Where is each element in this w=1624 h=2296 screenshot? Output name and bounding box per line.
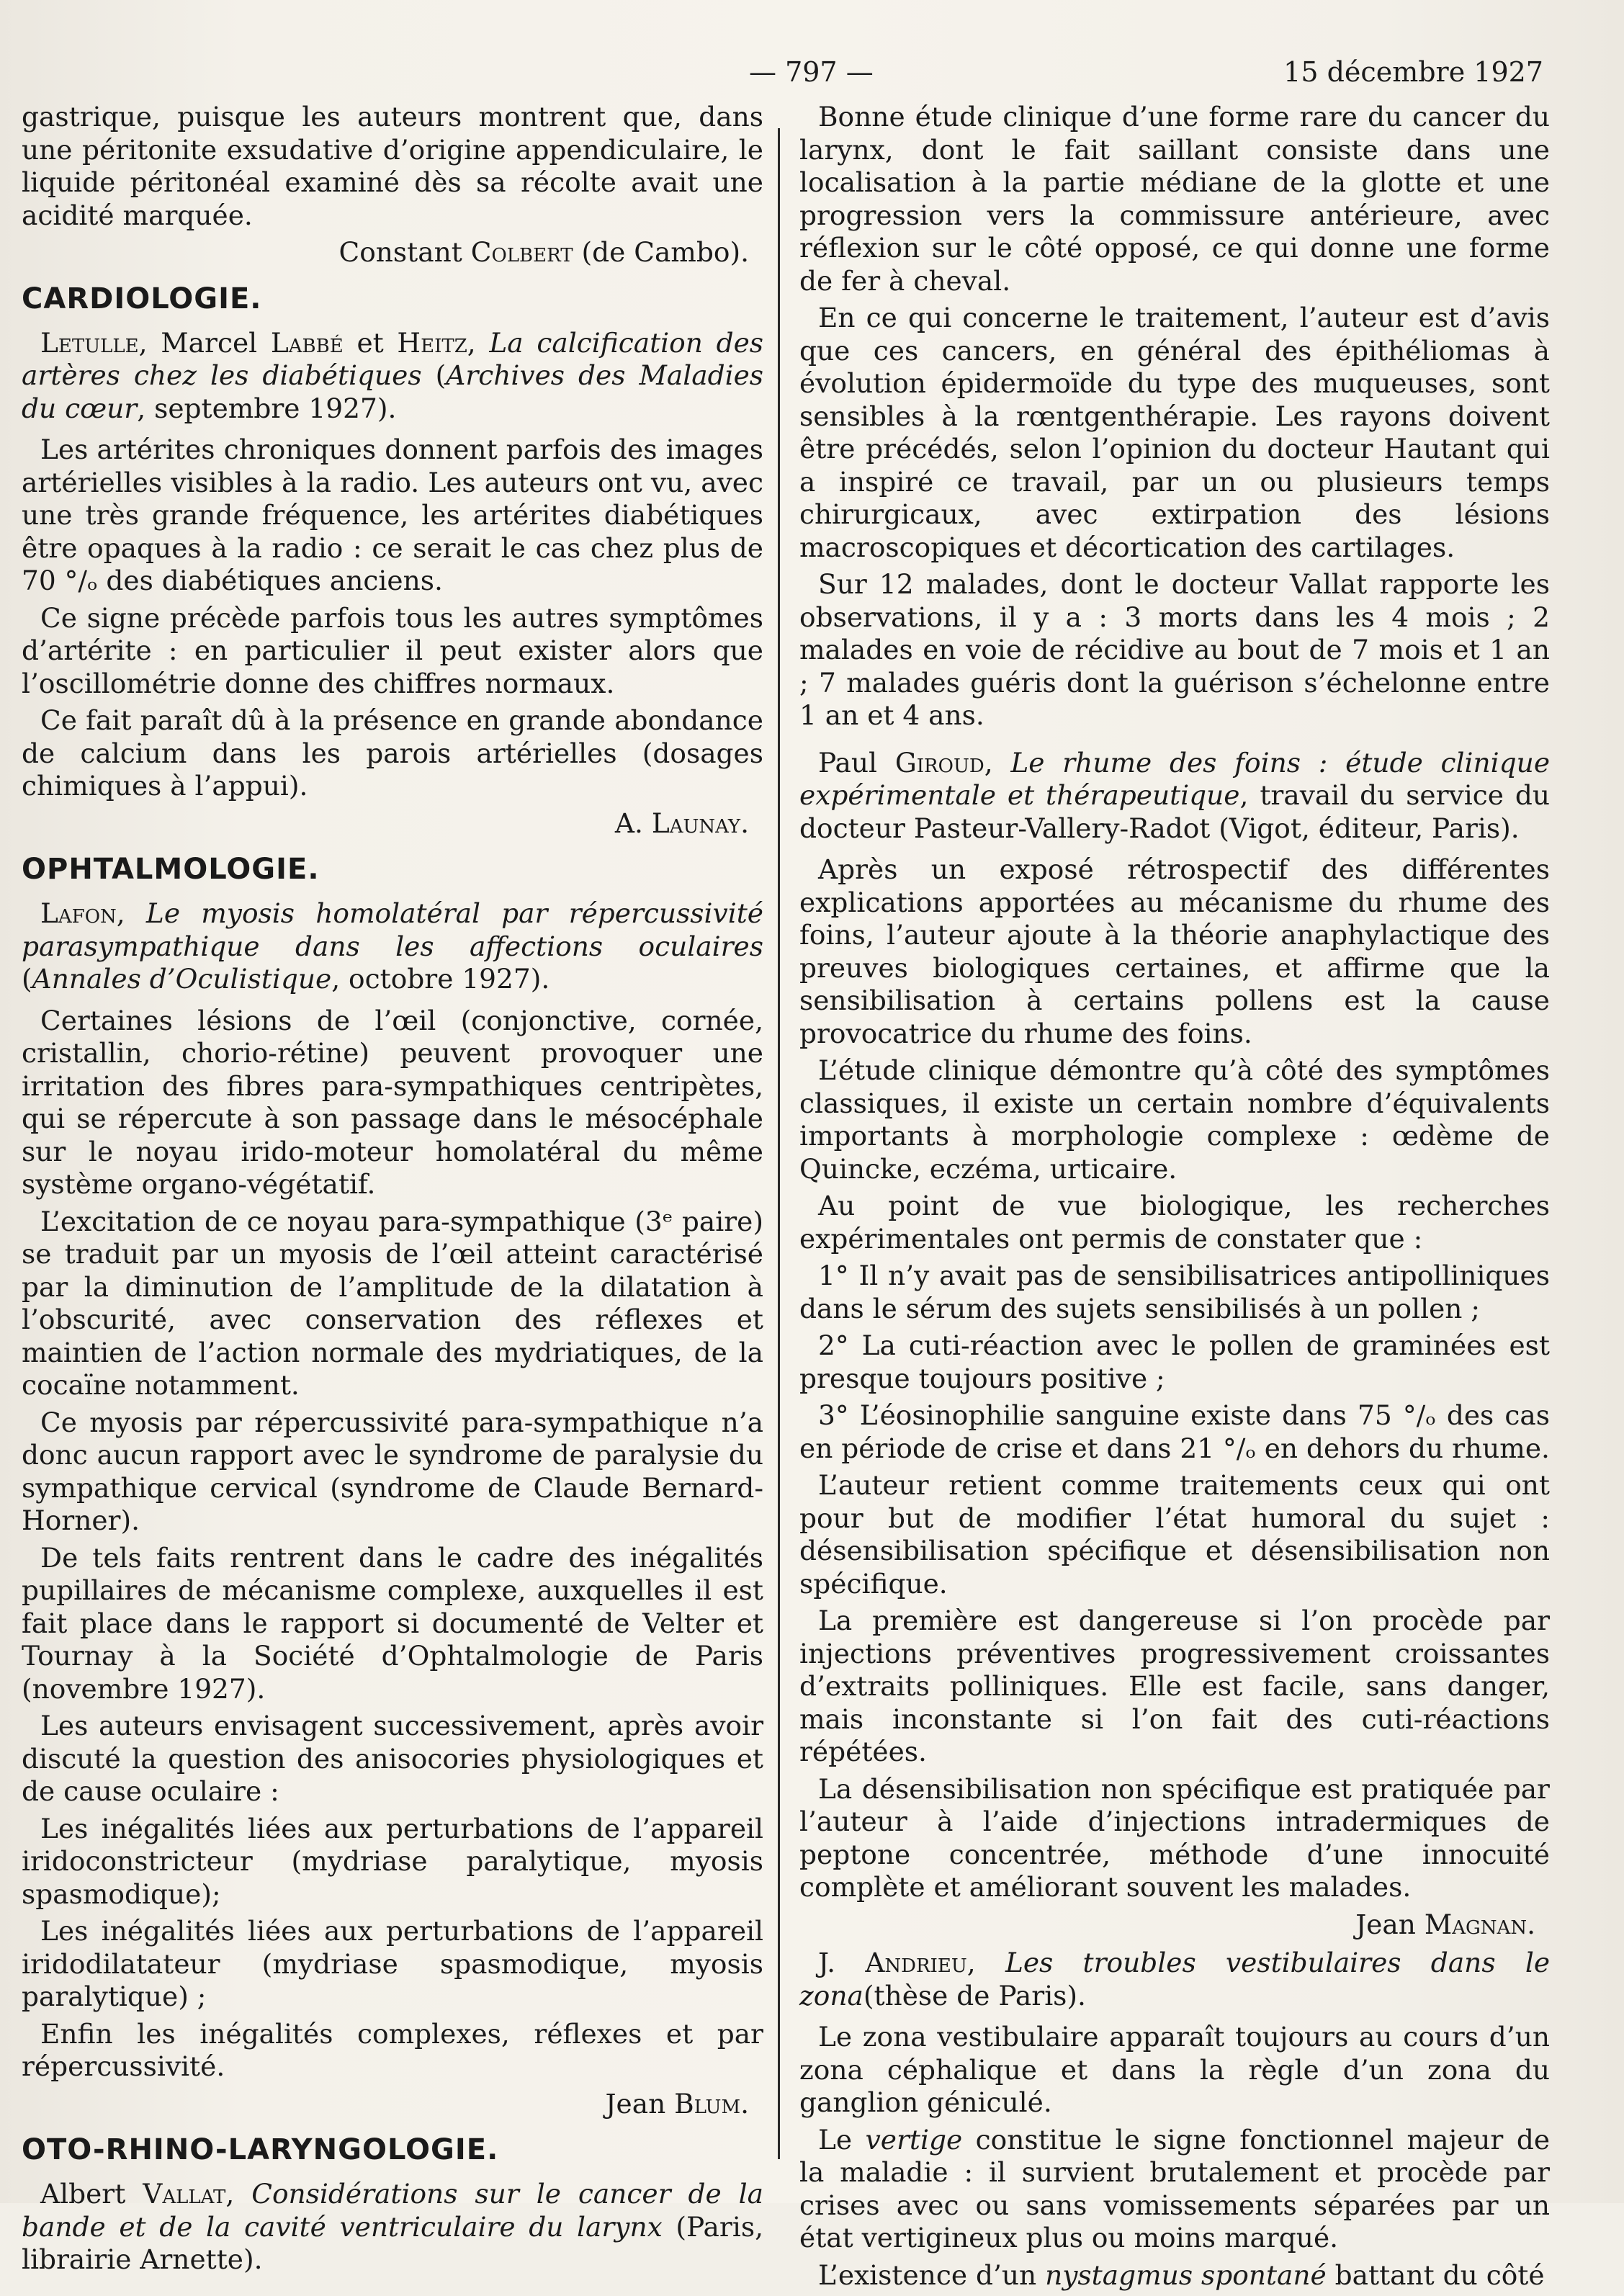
paragraph: Certaines lésions de l’œil (conjonctive, cornée, cristallin, chorio-rétine) peuvent provoquer une irritation des fibres para-sympathiques centripètes, qui se répercute à son passage dans le mésocéphale sur le noyau irido-moteur homolatéral du même système organo-végétatif. [22,1004,763,1200]
ref-author: Giroud [894,746,984,779]
paragraph-vertige [799,2124,1550,2255]
ref-text: , Marcel [138,326,258,359]
signature-first: A. [614,807,643,839]
article-reference-cardio [22,327,763,426]
text-run: Le [818,2123,853,2156]
ref-title: Les troubles vestibulaires dans le zona [799,1947,1551,2012]
paragraph: En ce qui concerne le traitement, l’auteur est d’avis que ces cancers, en général des épithéliomas à évolution épidermoïde du type des muqueuses, sont sensibles à la rœntgenthérapie. Les rayons doivent être précédés, selon l’opinion du docteur Hautant qui a inspiré ce travail, par un ou plusieurs temps chirurgicaux, avec extirpation des lésions macroscopiques et décortication des cartilages. [799,302,1550,563]
ref-title: Considérations sur le cancer de la bande et de la cavité ventriculaire du larynx [22,2178,764,2243]
signature-suffix: (de Cambo). [581,236,749,268]
ref-author: Letulle [40,326,139,359]
paragraph: Sur 12 malades, dont le docteur Vallat rapporte les observations, il y a : 3 morts dans les 4 mois ; 2 malades en voie de récidive au bout de 7 mois et 1 an ; 7 malades guéris dont la guérison s’échelonne entre 1 an et 4 ans. [799,568,1550,731]
paragraph: 3° L’éosinophilie sanguine existe dans 75 °/ₒ des cas en période de crise et dans 21 °/ₒ en dehors du rhume. [799,1399,1550,1464]
paragraph: Enfin les inégalités complexes, réflexes et par répercussivité. [22,2017,763,2082]
paragraph: Les inégalités liées aux perturbations de l’appareil iridoconstricteur (mydriase paralytique, myosis spasmodique); [22,1812,763,1910]
ref-title: Le myosis homolatéral par répercussivité parasympathique dans les affections oculaires [22,897,763,962]
signature-last: Colbert [470,236,573,268]
section-heading-cardiologie: CARDIOLOGIE. [22,282,262,315]
paragraph: Les artérites chroniques donnent parfois des images artérielles visibles à la radio. Les auteurs ont vu, avec une très grande fréquence, les artérites diabétiques être opaques à la radio : ce serait le cas chez plus de 70 °/ₒ des diabétiques anciens. [22,434,763,596]
ref-text: , [966,1947,976,1978]
signature-last: Magnan. [1424,1908,1535,1940]
paragraph: De tels faits rentrent dans le cadre des inégalités pupillaires de mécanisme complexe, auxquelles il est fait place dans le rapport si documenté de Velter et Tournay à la Société d’Ophtalmologie de Paris (novembre 1927). [22,1541,763,1705]
text-run-italic: vertige [865,2123,963,2156]
paragraph: 1° Il n’y avait pas de sensibilisatrices antipolliniques dans le sérum des sujets sensibilisés à un pollen ; [799,1260,1550,1324]
signature-last: Blum. [674,2087,749,2120]
right-column [799,101,1550,2296]
ref-title: Le rhume des foins : étude clinique expérimentale et thérapeutique [799,746,1551,811]
signature-first: Constant [338,236,462,268]
spacer [799,737,1550,747]
text-run: constitue le signe fonctionnel majeur de la maladie : il survient brutalement et procède par crises avec ou sans vomissements séparées par un état vertigineux plus ou moins marqué. [799,2123,1551,2254]
ref-author: Andrieu [865,1947,967,1978]
paragraph: La première est dangereuse si l’on procède par injections préventives progressivement croissantes d’extraits polliniques. Elle est facile, sans danger, mais inconstante si l’on fait des cuti-réactions répétées. [799,1605,1550,1767]
paragraph-nystagmus [799,2259,1550,2292]
paragraph: L’étude clinique démontre qu’à côté des symptômes classiques, il existe un certain nombre d’équivalents importants à morphologie complexe : œdème de Quincke, eczéma, urticaire. [799,1054,1550,1185]
ref-text: , [116,897,125,929]
article-reference-giroud [799,747,1550,846]
column-divider [778,128,780,2159]
paragraph: Bonne étude clinique d’une forme rare du cancer du larynx, dont le fait saillant consiste dans une localisation à la partie médiane de la glotte et une progression vers la commissure antérieure, avec réflexion sur le côté opposé, ce qui donne une forme de fer à cheval. [799,101,1550,297]
signature-magnan [799,1909,1550,1942]
section-heading-orl: OTO-RHINO-LARYNGOLOGIE. [22,2133,499,2166]
ref-author-first: Albert [40,2178,126,2210]
ref-text: , octobre 1927). [331,963,550,995]
article-reference-ophtal [22,897,763,996]
paragraph: Ce fait paraît dû à la présence en grande abondance de calcium dans les parois artérielles (dosages chimiques à l’appui). [22,704,763,802]
ref-text: , [984,746,993,779]
ref-journal: Annales d’Oculistique [32,963,332,995]
ref-author: Vallat [143,2178,226,2210]
paragraph: L’excitation de ce noyau para-sympathique (3ᵉ paire) se traduit par un myosis de l’œil atteint caractérisé par la diminution de l’amplitude de la dilatation à l’obscurité, avec conservation des réflexes et maintien de l’action normale des mydriatiques, de la cocaïne notamment. [22,1205,763,1401]
section-heading-ophtalmologie: OPHTALMOLOGIE. [22,853,320,886]
text-run: L’existence d’un [818,2259,1037,2291]
page-number: — 797 — [749,56,874,88]
signature-colbert [22,236,763,269]
paragraph: Au point de vue biologique, les recherches expérimentales ont permis de constater que : [799,1190,1550,1255]
left-column [22,101,763,2285]
ref-text: , [467,326,476,359]
paragraph: Le zona vestibulaire apparaît toujours au cours d’un zona céphalique et dans la règle d’un zona du ganglion géniculé. [799,2021,1550,2118]
page-header [0,56,1624,99]
signature-launay [22,807,763,840]
ref-title: La calcification des artères chez les diabétiques [22,326,764,391]
ref-author: Labbé [270,326,344,359]
article-reference-orl [22,2178,763,2277]
signature-first: Jean [605,2087,666,2120]
paragraph: Après un exposé rétrospectif des différentes explications apportées au mécanisme du rhume des foins, l’auteur ajoute à la théorie anaphylactique des preuves biologiques certaines, et affirme que la sensibilisation à certains pollens est la cause provocatrice du rhume des foins. [799,853,1550,1049]
paragraph: Ce myosis par répercussivité para-sympathique n’a donc aucun rapport avec le syndrome de paralysie du sympathique cervical (syndrome de Claude Bernard-Horner). [22,1406,763,1536]
ref-text: ( [22,963,32,995]
text-run-italic: nystagmus spontané [1045,2259,1327,2291]
article-reference-andrieu [799,1947,1550,2012]
paragraph: gastrique, puisque les auteurs montrent que, dans une péritonite exsudative d’origine appendiculaire, le liquide péritonéal examiné dès sa récolte avait une acidité marquée. [22,101,763,231]
paragraph: Les auteurs envisagent successivement, après avoir discuté la question des anisocories physiologiques et de cause oculaire : [22,1710,763,1807]
paragraph: Ce signe précède parfois tous les autres symptômes d’artérite : en particulier il peut exister alors que l’oscillométrie donne des chiffres normaux. [22,601,763,699]
ref-text: , travail du service du docteur Pasteur-Vallery-Radot (Vigot, éditeur, Paris). [799,779,1550,844]
paragraph: 2° La cuti-réaction avec le pollen de graminées est presque toujours positive ; [799,1329,1550,1394]
ref-text: (Paris, librairie Arnette). [22,2210,763,2275]
ref-text: , septembre 1927). [137,392,397,424]
ref-journal: Archives des Maladies du cœur [22,359,764,424]
paragraph: La désensibilisation non spécifique est pratiquée par l’auteur à l’aide d’injections intradermiques de peptone concentrée, méthode d’une innocuité complète et améliorant souvent les malades. [799,1772,1550,1903]
ref-text: , [225,2178,235,2210]
ref-text: ( [435,359,447,391]
ref-text: et [356,326,384,359]
ref-text: (thèse de Paris). [863,1979,1086,2012]
ref-author: Heitz [397,326,467,359]
ref-author-first: Paul [818,746,878,779]
text-run: battant du côté [1334,2259,1545,2291]
signature-blum [22,2088,763,2121]
issue-date: 15 décembre 1927 [1283,56,1543,88]
ref-author-first: J. [818,1947,836,1978]
signature-first: Jean [1355,1908,1416,1940]
ref-author: Lafon [40,897,117,929]
signature-last: Launay. [651,807,749,839]
paragraph: L’auteur retient comme traitements ceux qui ont pour but de modifier l’état humoral du sujet : désensibilisation spécifique et désensibilisation non spécifique. [799,1469,1550,1600]
paragraph: Les inégalités liées aux perturbations de l’appareil iridodilatateur (mydriase spasmodique, myosis paralytique) ; [22,1915,763,2012]
